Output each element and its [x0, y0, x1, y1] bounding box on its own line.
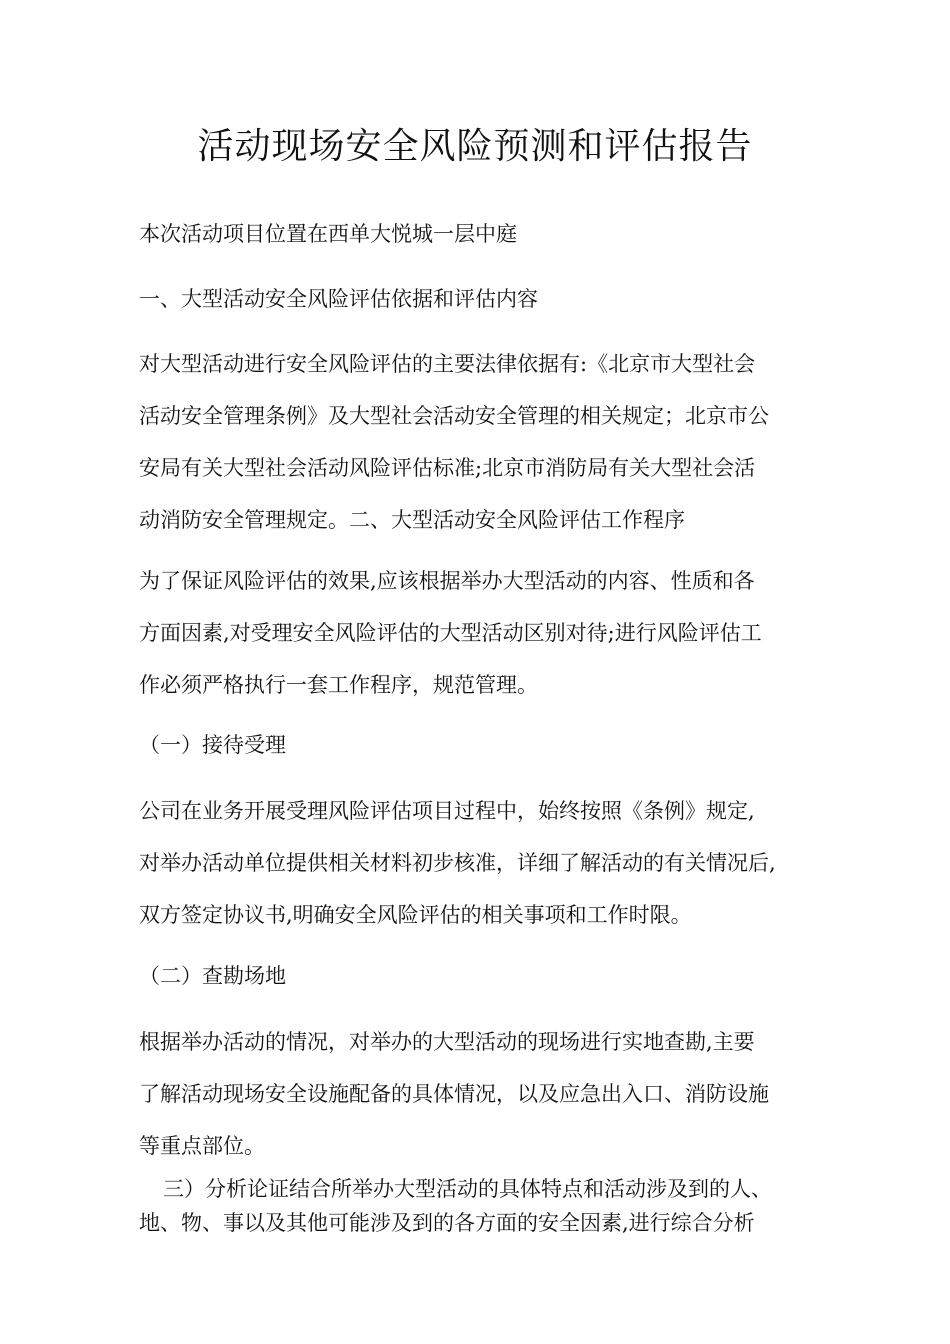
paragraph-line: 根据举办活动的情况，对举办的大型活动的现场进行实地查勘,主要 [139, 1030, 755, 1054]
paragraph-line: 本次活动项目位置在西单大悦城一层中庭 [139, 222, 517, 246]
paragraph-line: 安局有关大型社会活动风险评估标准;北京市消防局有关大型社会活 [139, 456, 756, 480]
paragraph-line: 双方签定协议书,明确安全风险评估的相关事项和工作时限。 [139, 903, 692, 927]
paragraph-line: 地、物、事以及其他可能涉及到的各方面的安全因素,进行综合分析 [139, 1211, 755, 1235]
paragraph-reception [139, 785, 829, 941]
paragraph-line: （一）接待受理 [139, 733, 286, 757]
document-title: 活动现场安全风险预测和评估报告 [197, 126, 753, 167]
paragraph-line: 对大型活动进行安全风险评估的主要法律依据有:《北京市大型社会 [139, 352, 756, 376]
paragraph-legal-basis [139, 338, 829, 546]
paragraph-line: 方面因素,对受理安全风险评估的大型活动区别对待;进行风险评估工 [139, 621, 762, 645]
paragraph-line: 三）分析论证结合所举办大型活动的具体特点和活动涉及到的人、 [163, 1177, 772, 1201]
paragraph-line: 公司在业务开展受理风险评估项目过程中，始终按照《条例》规定, [139, 799, 755, 823]
paragraph-line: 活动安全管理条例》及大型社会活动安全管理的相关规定；北京市公 [139, 404, 769, 428]
paragraph-site-survey [139, 1016, 829, 1172]
paragraph-line: 动消防安全管理规定。二、大型活动安全风险评估工作程序 [139, 508, 685, 532]
paragraph-procedure [139, 555, 829, 711]
paragraph-line: 对举办活动单位提供相关材料初步核准，详细了解活动的有关情况后, [139, 851, 776, 875]
paragraph-line: 了解活动现场安全设施配备的具体情况，以及应急出入口、消防设施 [139, 1082, 769, 1106]
paragraph-line: 等重点部位。 [139, 1134, 265, 1158]
paragraph-line: 一、大型活动安全风险评估依据和评估内容 [139, 287, 538, 311]
paragraph-location [139, 208, 829, 260]
paragraph-line: 为了保证风险评估的效果,应该根据举办大型活动的内容、性质和各 [139, 569, 755, 593]
paragraph-analysis [139, 1172, 829, 1240]
subheading-reception [139, 719, 829, 771]
paragraph-line: 作必须严格执行一套工作程序，规范管理。 [139, 673, 538, 697]
section-heading-basis [139, 273, 829, 325]
paragraph-line: （二）查勘场地 [139, 964, 286, 988]
subheading-site-survey [139, 950, 829, 1002]
